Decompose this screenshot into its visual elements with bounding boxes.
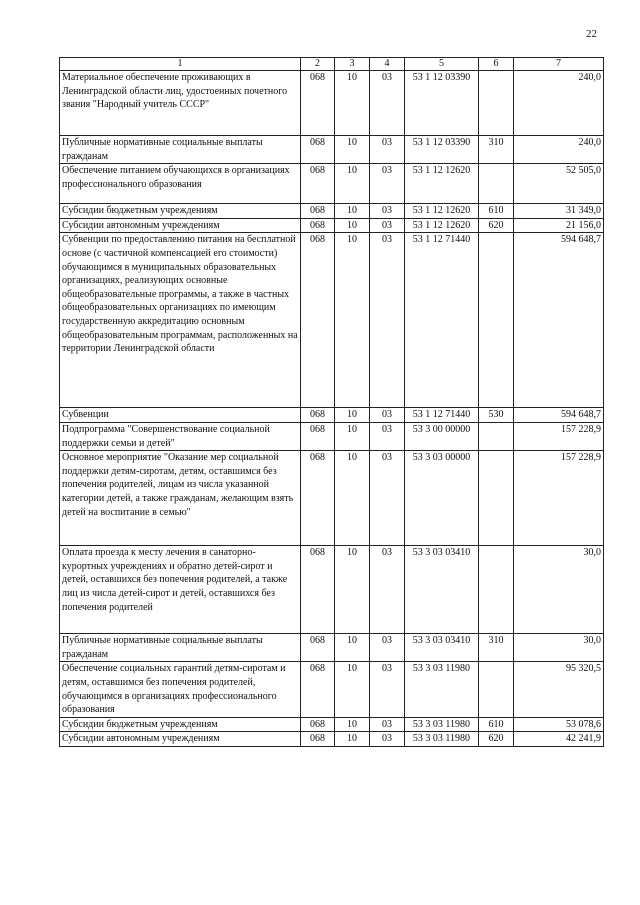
row-section-cell: 10: [335, 732, 370, 747]
row-section-cell: 10: [335, 408, 370, 423]
row-amount-cell: 53 078,6: [514, 717, 604, 732]
row-name-cell: Подпрограмма "Совершенствование социальной поддержки семьи и детей": [60, 422, 301, 450]
row-target-cell: 53 1 12 03390: [405, 136, 479, 164]
header-cell: 2: [301, 58, 335, 71]
table-row: [60, 451, 604, 546]
row-subsection-cell: 03: [370, 662, 405, 717]
row-amount-cell: 594 648,7: [514, 408, 604, 423]
row-subsection-cell: 03: [370, 218, 405, 233]
row-type-cell: 530: [479, 408, 514, 423]
row-name-cell: Субсидии автономным учреждениям: [60, 218, 301, 233]
row-amount-cell: 30,0: [514, 546, 604, 634]
table-row: [60, 233, 604, 408]
row-section-cell: 10: [335, 546, 370, 634]
row-type-cell: 610: [479, 204, 514, 219]
row-subsection-cell: 03: [370, 204, 405, 219]
row-type-cell: [479, 233, 514, 408]
row-code-cell: 068: [301, 451, 335, 546]
row-name-cell: Субсидии бюджетным учреждениям: [60, 204, 301, 219]
table-row: [60, 634, 604, 662]
row-subsection-cell: 03: [370, 732, 405, 747]
table-body: [60, 58, 604, 747]
row-subsection-cell: 03: [370, 634, 405, 662]
row-code-cell: 068: [301, 422, 335, 450]
row-subsection-cell: 03: [370, 136, 405, 164]
table-row: [60, 204, 604, 219]
row-amount-cell: 31 349,0: [514, 204, 604, 219]
row-type-cell: [479, 662, 514, 717]
table-row: [60, 218, 604, 233]
page-number: 22: [586, 28, 597, 40]
row-target-cell: 53 3 03 03410: [405, 546, 479, 634]
row-section-cell: 10: [335, 204, 370, 219]
row-type-cell: 620: [479, 732, 514, 747]
row-amount-cell: 240,0: [514, 71, 604, 136]
row-type-cell: [479, 71, 514, 136]
row-name-cell: Обеспечение питанием обучающихся в организациях профессионального образования: [60, 164, 301, 204]
row-amount-cell: 594 648,7: [514, 233, 604, 408]
row-name-cell: Публичные нормативные социальные выплаты гражданам: [60, 634, 301, 662]
row-type-cell: [479, 546, 514, 634]
row-subsection-cell: 03: [370, 71, 405, 136]
header-cell: 4: [370, 58, 405, 71]
row-section-cell: 10: [335, 218, 370, 233]
row-section-cell: 10: [335, 164, 370, 204]
row-code-cell: 068: [301, 408, 335, 423]
row-name-cell: Субвенции: [60, 408, 301, 423]
table-row: [60, 71, 604, 136]
budget-table: [59, 57, 604, 747]
row-amount-cell: 157 228,9: [514, 451, 604, 546]
row-section-cell: 10: [335, 451, 370, 546]
row-code-cell: 068: [301, 204, 335, 219]
row-target-cell: 53 1 12 71440: [405, 408, 479, 423]
header-cell: 3: [335, 58, 370, 71]
row-section-cell: 10: [335, 634, 370, 662]
row-code-cell: 068: [301, 218, 335, 233]
row-subsection-cell: 03: [370, 233, 405, 408]
row-type-cell: 620: [479, 218, 514, 233]
table-row: [60, 164, 604, 204]
row-section-cell: 10: [335, 422, 370, 450]
row-section-cell: 10: [335, 136, 370, 164]
header-cell: 5: [405, 58, 479, 71]
row-target-cell: 53 1 12 71440: [405, 233, 479, 408]
row-amount-cell: 95 320,5: [514, 662, 604, 717]
row-target-cell: 53 1 12 12620: [405, 218, 479, 233]
row-subsection-cell: 03: [370, 422, 405, 450]
header-cell: 1: [60, 58, 301, 71]
row-name-cell: Субсидии автономным учреждениям: [60, 732, 301, 747]
row-code-cell: 068: [301, 233, 335, 408]
row-section-cell: 10: [335, 71, 370, 136]
row-name-cell: Обеспечение социальных гарантий детям-сиротам и детям, оставшимся без попечения родителей, обучающимся в организациях профессионального образования: [60, 662, 301, 717]
row-section-cell: 10: [335, 662, 370, 717]
row-type-cell: 310: [479, 136, 514, 164]
row-subsection-cell: 03: [370, 164, 405, 204]
row-amount-cell: 21 156,0: [514, 218, 604, 233]
row-type-cell: [479, 164, 514, 204]
row-code-cell: 068: [301, 71, 335, 136]
row-name-cell: Субвенции по предоставлению питания на бесплатной основе (с частичной компенсацией его стоимости) обучающимся в муниципальных образовательных организациях, реализующих основные общеобразовательные программы, а также в частных общеобразовательных организациях по имеющим государственную аккредитацию основным общеобразовательным программам, расположенных на территории Ленинградской области: [60, 233, 301, 408]
row-subsection-cell: 03: [370, 451, 405, 546]
row-code-cell: 068: [301, 546, 335, 634]
row-subsection-cell: 03: [370, 408, 405, 423]
row-target-cell: 53 1 12 03390: [405, 71, 479, 136]
row-target-cell: 53 3 03 11980: [405, 732, 479, 747]
row-code-cell: 068: [301, 136, 335, 164]
row-subsection-cell: 03: [370, 546, 405, 634]
table-header-row: [60, 58, 604, 71]
row-amount-cell: 52 505,0: [514, 164, 604, 204]
row-target-cell: 53 1 12 12620: [405, 164, 479, 204]
row-code-cell: 068: [301, 662, 335, 717]
header-cell: 7: [514, 58, 604, 71]
table-row: [60, 732, 604, 747]
row-type-cell: [479, 451, 514, 546]
row-name-cell: Публичные нормативные социальные выплаты гражданам: [60, 136, 301, 164]
row-type-cell: 610: [479, 717, 514, 732]
row-section-cell: 10: [335, 717, 370, 732]
table-row: [60, 546, 604, 634]
row-target-cell: 53 3 00 00000: [405, 422, 479, 450]
row-target-cell: 53 3 03 03410: [405, 634, 479, 662]
table-row: [60, 136, 604, 164]
row-amount-cell: 157 228,9: [514, 422, 604, 450]
row-amount-cell: 240,0: [514, 136, 604, 164]
row-amount-cell: 30,0: [514, 634, 604, 662]
table-row: [60, 422, 604, 450]
table-row: [60, 408, 604, 423]
row-name-cell: Материальное обеспечение проживающих в Ленинградской области лиц, удостоенных почетного звания "Народный учитель СССР": [60, 71, 301, 136]
row-type-cell: [479, 422, 514, 450]
table-row: [60, 717, 604, 732]
row-target-cell: 53 3 03 11980: [405, 662, 479, 717]
row-subsection-cell: 03: [370, 717, 405, 732]
row-name-cell: Субсидии бюджетным учреждениям: [60, 717, 301, 732]
row-name-cell: Оплата проезда к месту лечения в санаторно-курортных учреждениях и обратно детей-сирот и детей, оставшихся без попечения родителей, а также лиц из числа детей-сирот и детей, оставшихся без попечения родителей: [60, 546, 301, 634]
row-code-cell: 068: [301, 634, 335, 662]
header-cell: 6: [479, 58, 514, 71]
row-name-cell: Основное мероприятие "Оказание мер социальной поддержки детям-сиротам, детям, оставшимся без попечения родителей, лицам из числа указанной категории детей, а также гражданам, желающим взять детей на воспитание в семью": [60, 451, 301, 546]
row-code-cell: 068: [301, 164, 335, 204]
row-target-cell: 53 1 12 12620: [405, 204, 479, 219]
row-type-cell: 310: [479, 634, 514, 662]
table-row: [60, 662, 604, 717]
row-amount-cell: 42 241,9: [514, 732, 604, 747]
row-code-cell: 068: [301, 717, 335, 732]
row-target-cell: 53 3 03 11980: [405, 717, 479, 732]
row-code-cell: 068: [301, 732, 335, 747]
row-target-cell: 53 3 03 00000: [405, 451, 479, 546]
row-section-cell: 10: [335, 233, 370, 408]
